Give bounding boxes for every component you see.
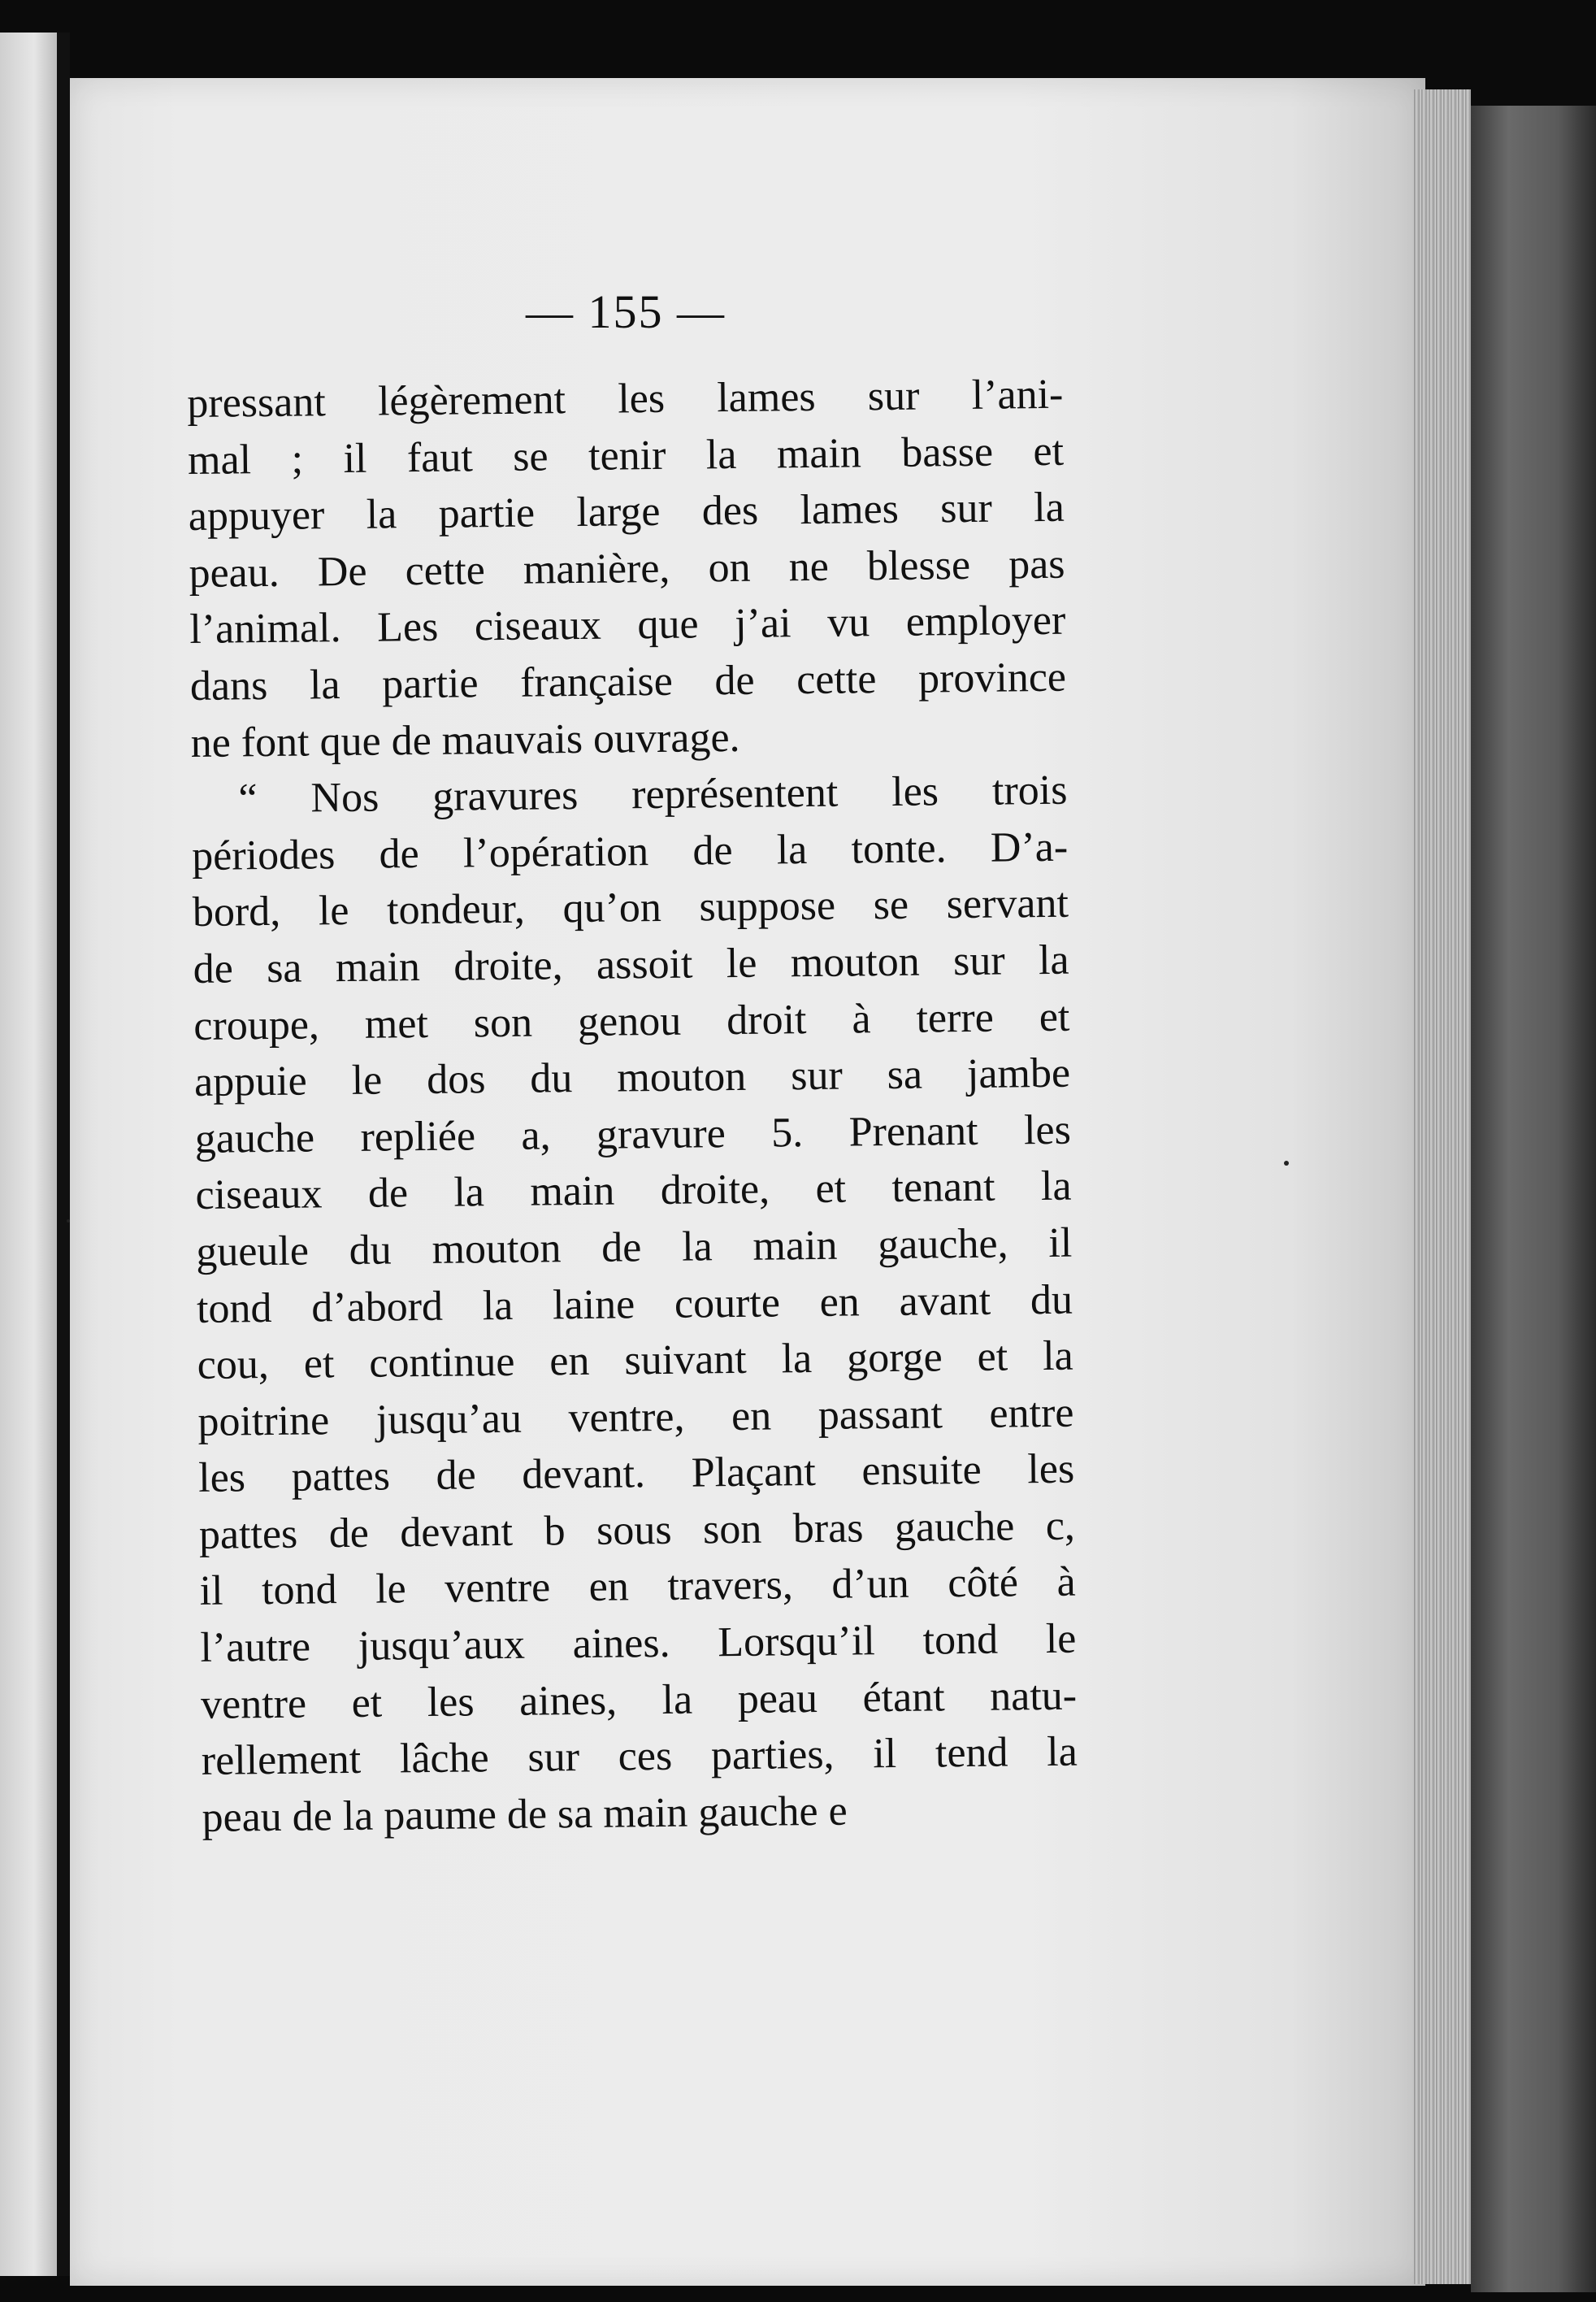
- text-line: appuie le dos du mouton sur sa jambe: [193, 1049, 1071, 1106]
- text-line: l’animal. Les ciseaux que j’ai vu employer: [189, 597, 1066, 654]
- page-edges: [1414, 89, 1471, 2284]
- text-line: les pattes de devant. Plaçant ensuite les: [197, 1445, 1075, 1502]
- text-line: l’autre jusqu’aux aines. Lorsqu’il tond le: [200, 1615, 1077, 1671]
- text-line: “ Nos gravures représentent les trois: [238, 767, 1068, 823]
- page-number: — 155 —: [526, 285, 726, 338]
- book-gutter: [57, 33, 70, 2276]
- text-line: pressant légèrement les lames sur l’ani-: [187, 371, 1064, 427]
- text-line: peau. De cette manière, on ne blesse pas: [189, 541, 1065, 597]
- text-line: dans la partie française de cette province: [189, 654, 1067, 710]
- text-line: ventre et les aines, la peau étant natu-: [200, 1672, 1078, 1728]
- text-line: ciseaux de la main droite, et tenant la: [195, 1162, 1072, 1219]
- body-text: [187, 367, 1078, 1847]
- text-line: gauche repliée a, gravure 5. Prenant les: [194, 1106, 1072, 1162]
- text-line: mal ; il faut se tenir la main basse et: [187, 428, 1065, 484]
- paper-speck: [67, 1219, 70, 1223]
- text-line: gueule du mouton de la main gauche, il: [195, 1219, 1073, 1275]
- text-line: tond d’abord la laine courte en avant du: [196, 1276, 1073, 1332]
- paper-speck: [1284, 1161, 1289, 1166]
- text-line: il tond le ventre en travers, d’un côté à: [199, 1559, 1076, 1615]
- text-line: ne font que de mauvais ouvrage.: [190, 714, 740, 767]
- previous-page-edge: [0, 33, 57, 2276]
- text-line: cou, et continue en suivant la gorge et la: [197, 1332, 1073, 1389]
- text-line: croupe, met son genou droit à terre et: [193, 993, 1070, 1049]
- text-line: pattes de devant b sous son bras gauche c,: [198, 1502, 1076, 1558]
- text-line: appuyer la partie large des lames sur la: [188, 484, 1065, 541]
- text-line: rellement lâche sur ces parties, il tend la: [201, 1728, 1078, 1785]
- text-line: bord, le tondeur, qu’on suppose se servant: [192, 880, 1069, 936]
- text-line: périodes de l’opération de la tonte. D’a-: [191, 823, 1069, 880]
- text-line: peau de la paume de sa main gauche e: [202, 1787, 848, 1841]
- book-cover-edge: [1471, 106, 1596, 2292]
- text-line: de sa main droite, assoit le mouton sur la: [193, 936, 1069, 992]
- text-line: poitrine jusqu’au ventre, en passant entre: [197, 1389, 1074, 1445]
